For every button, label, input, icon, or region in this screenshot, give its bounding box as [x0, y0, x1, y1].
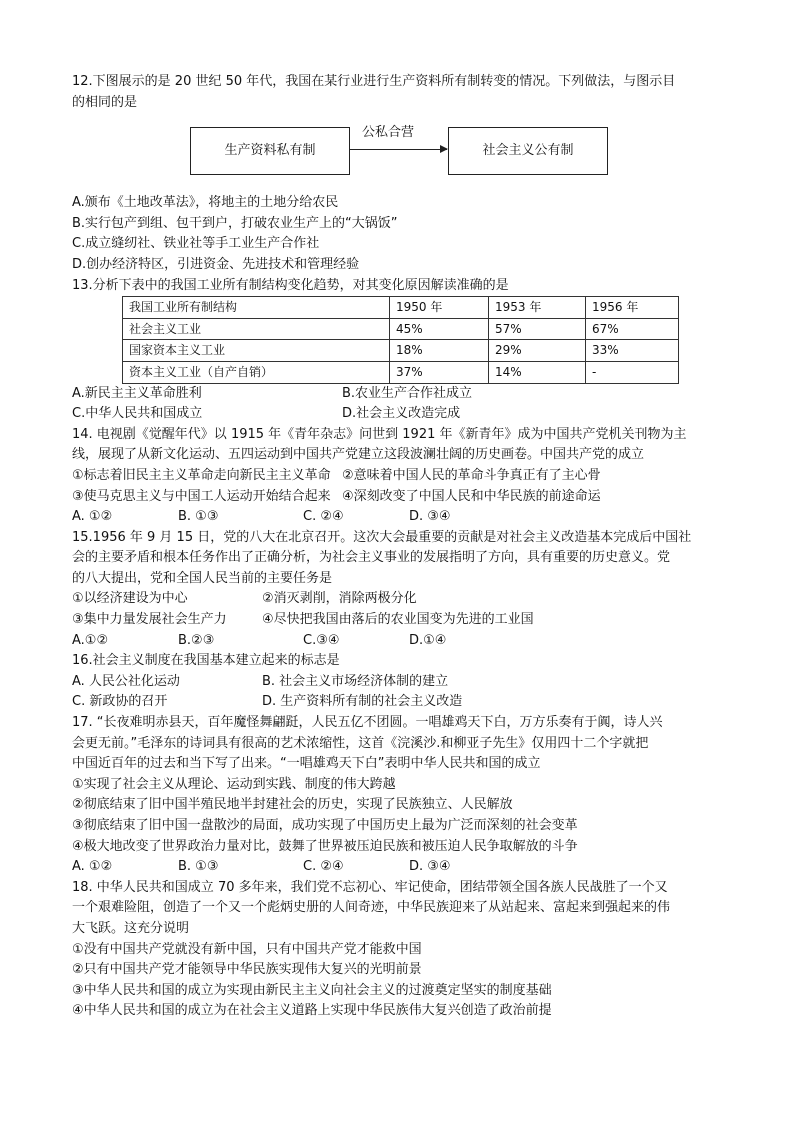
q15-stem-line2: 会的主要矛盾和根本任务作出了正确分析，为社会主义事业的发展指明了方向，具有重要的历史意义。党 — [72, 550, 671, 566]
q17-option-b: B. ①③ — [178, 859, 219, 875]
right-arrow-icon — [349, 149, 447, 150]
q16-option-d: D. 生产资料所有制的社会主义改造 — [262, 694, 463, 710]
q15-item-1: ①以经济建设为中心 — [72, 591, 188, 607]
q12-option-b: B.实行包产到组、包干到户，打破农业生产上的“大锅饭” — [72, 215, 398, 231]
q13-options-row2 — [72, 404, 722, 425]
table-cell: 57% — [489, 318, 586, 340]
q12-stem-line1: 12.下图展示的是 20 世纪 50 年代，我国在某行业进行生产资料所有制转变的情况。下列做法，与图示目 — [72, 74, 676, 89]
q13-option-d: D.社会主义改造完成 — [342, 406, 461, 422]
q17-stem-line2: 会更无前。”毛泽东的诗词具有很高的艺术浓缩性，这首《浣溪沙.和柳亚子先生》仅用四十二个字就把 — [72, 735, 649, 751]
q14-option-d: D. ③④ — [409, 509, 451, 525]
q17-option-c: C. ②④ — [303, 859, 344, 875]
ownership-table — [122, 296, 679, 383]
q13-option-a: A.新民主主义革命胜利 — [72, 385, 202, 401]
table-cell: 29% — [489, 340, 586, 362]
q15-items-row1 — [72, 589, 722, 610]
q16-option-c: C. 新政协的召开 — [72, 694, 168, 710]
q12-option-c: C.成立缝纫社、铁业社等手工业生产合作社 — [72, 236, 320, 252]
q17-item-4: ④极大地改变了世界政治力量对比，鼓舞了世界被压迫民族和被压迫人民争取解放的斗争 — [72, 838, 578, 854]
q17-stem-line1: 17. “长夜难明赤县天，百年魔怪舞翩跹，人民五亿不团圆。一唱雄鸡天下白，万方乐奏有于阗，诗人兴 — [72, 715, 663, 731]
q18-item-3: ③中华人民共和国的成立为实现由新民主主义向社会主义的过渡奠定坚实的制度基础 — [72, 982, 552, 998]
table-cell: 社会主义工业 — [123, 318, 390, 340]
q14-stem-line2: 线，展现了从新文化运动、五四运动到中国共产党建立这段波澜壮阔的历史画卷。中国共产党的成立 — [72, 447, 645, 463]
q14-items-row1 — [72, 466, 722, 487]
ownership-diagram — [72, 119, 722, 191]
table-header-row — [123, 297, 679, 319]
q14-item-1: ①标志着旧民主主义革命走向新民主主义革命 — [72, 467, 331, 483]
table-row — [123, 318, 679, 340]
q14-item-4: ④深刻改变了中国人民和中华民族的前途命运 — [342, 488, 601, 504]
q14-option-c: C. ②④ — [303, 509, 344, 525]
q14-stem-line1: 14. 电视剧《觉醒年代》以 1915 年《青年杂志》问世到 1921 年《新青年》成为中国共产党机关刊物为主 — [72, 426, 687, 442]
q13-options-row1 — [72, 384, 722, 405]
table-cell: 14% — [489, 361, 586, 383]
q17-options — [72, 857, 722, 878]
q17-item-2: ②彻底结束了旧中国半殖民地半封建社会的历史，实现了民族独立、人民解放 — [72, 797, 513, 813]
q18-item-2: ②只有中国共产党才能领导中华民族实现伟大复兴的光明前景 — [72, 962, 422, 978]
q15-stem-line1: 15.1956 年 9 月 15 日，党的八大在北京召开。这次大会最重要的贡献是对社会主义改造基本完成后中国社 — [72, 529, 692, 545]
q15-option-a: A.①② — [72, 632, 109, 648]
exam-page — [72, 72, 722, 1022]
public-ownership-box: 社会主义公有制 — [448, 127, 608, 175]
table-row — [123, 361, 679, 383]
arrow-label: 公私合营 — [362, 125, 415, 141]
q16-option-a: A. 人民公社化运动 — [72, 673, 180, 689]
q17-stem-line3: 中国近百年的过去和当下写了出来。“一唱雄鸡天下白”表明中华人民共和国的成立 — [72, 756, 541, 772]
table-cell: 资本主义工业（自产自销） — [123, 361, 390, 383]
q18-stem-line2: 一个艰难险阻，创造了一个又一个彪炳史册的人间奇迹，中华民族迎来了从站起来、富起来到强起来的伟 — [72, 900, 671, 916]
q17-item-3: ③彻底结束了旧中国一盘散沙的局面，成功实现了中国历史上最为广泛而深刻的社会变革 — [72, 818, 578, 833]
q18-stem-line1: 18. 中华人民共和国成立 70 多年来，我们党不忘初心、牢记使命，团结带领全国各族人民战胜了一个又 — [72, 879, 668, 895]
table-header: 1950 年 — [390, 297, 489, 319]
q15-option-b: B.②③ — [178, 632, 215, 648]
q17-option-d: D. ③④ — [409, 859, 451, 875]
q13-option-b: B.农业生产合作社成立 — [342, 385, 473, 401]
table-header: 1956 年 — [586, 297, 679, 319]
table-cell: 18% — [390, 340, 489, 362]
q14-item-2: ②意味着中国人民的革命斗争真正有了主心骨 — [342, 467, 601, 483]
table-cell: 67% — [586, 318, 679, 340]
table-cell: 45% — [390, 318, 489, 340]
q16-stem: 16.社会主义制度在我国基本建立起来的标志是 — [72, 653, 340, 669]
q14-option-b: B. ①③ — [178, 509, 219, 525]
q18-item-1: ①没有中国共产党就没有新中国，只有中国共产党才能救中国 — [72, 941, 422, 957]
q14-items-row2 — [72, 487, 722, 508]
q14-options — [72, 507, 722, 528]
private-ownership-box: 生产资料私有制 — [190, 127, 350, 175]
q14-option-a: A. ①② — [72, 509, 113, 525]
q13-stem: 13.分析下表中的我国工业所有制结构变化趋势，对其变化原因解读准确的是 — [72, 277, 509, 293]
q15-item-2: ②消灭剥削，消除两极分化 — [262, 591, 417, 607]
table-cell: - — [586, 361, 679, 383]
q16-options-row2 — [72, 692, 722, 713]
q17-option-a: A. ①② — [72, 859, 113, 875]
q13-option-c: C.中华人民共和国成立 — [72, 406, 203, 422]
q15-item-4: ④尽快把我国由落后的农业国变为先进的工业国 — [262, 612, 534, 628]
table-cell: 33% — [586, 340, 679, 362]
q15-item-3: ③集中力量发展社会生产力 — [72, 612, 227, 628]
q12-option-a: A.颁布《土地改革法》，将地主的土地分给农民 — [72, 195, 339, 211]
q16-option-b: B. 社会主义市场经济体制的建立 — [262, 673, 449, 689]
table-cell: 国家资本主义工业 — [123, 340, 390, 362]
q12-option-d: D.创办经济特区，引进资金、先进技术和管理经验 — [72, 256, 360, 272]
q15-option-c: C.③④ — [303, 632, 340, 648]
q18-item-4: ④中华人民共和国的成立为在社会主义道路上实现中华民族伟大复兴创造了政治前提 — [72, 1003, 552, 1019]
table-header: 1953 年 — [489, 297, 586, 319]
q12-stem-line2: 的相同的是 — [72, 94, 138, 110]
table-header: 我国工业所有制结构 — [123, 297, 390, 319]
q14-item-3: ③使马克思主义与中国工人运动开始结合起来 — [72, 488, 331, 504]
q15-options — [72, 631, 722, 652]
q18-stem-line3: 大飞跃。这充分说明 — [72, 920, 190, 936]
q15-items-row2 — [72, 610, 722, 631]
table-cell: 37% — [390, 361, 489, 383]
q15-stem-line3: 的八大提出，党和全国人民当前的主要任务是 — [72, 570, 333, 586]
table-row — [123, 340, 679, 362]
q16-options-row1 — [72, 672, 722, 693]
q15-option-d: D.①④ — [409, 632, 447, 648]
q17-item-1: ①实现了社会主义从理论、运动到实践、制度的伟大跨越 — [72, 776, 396, 792]
